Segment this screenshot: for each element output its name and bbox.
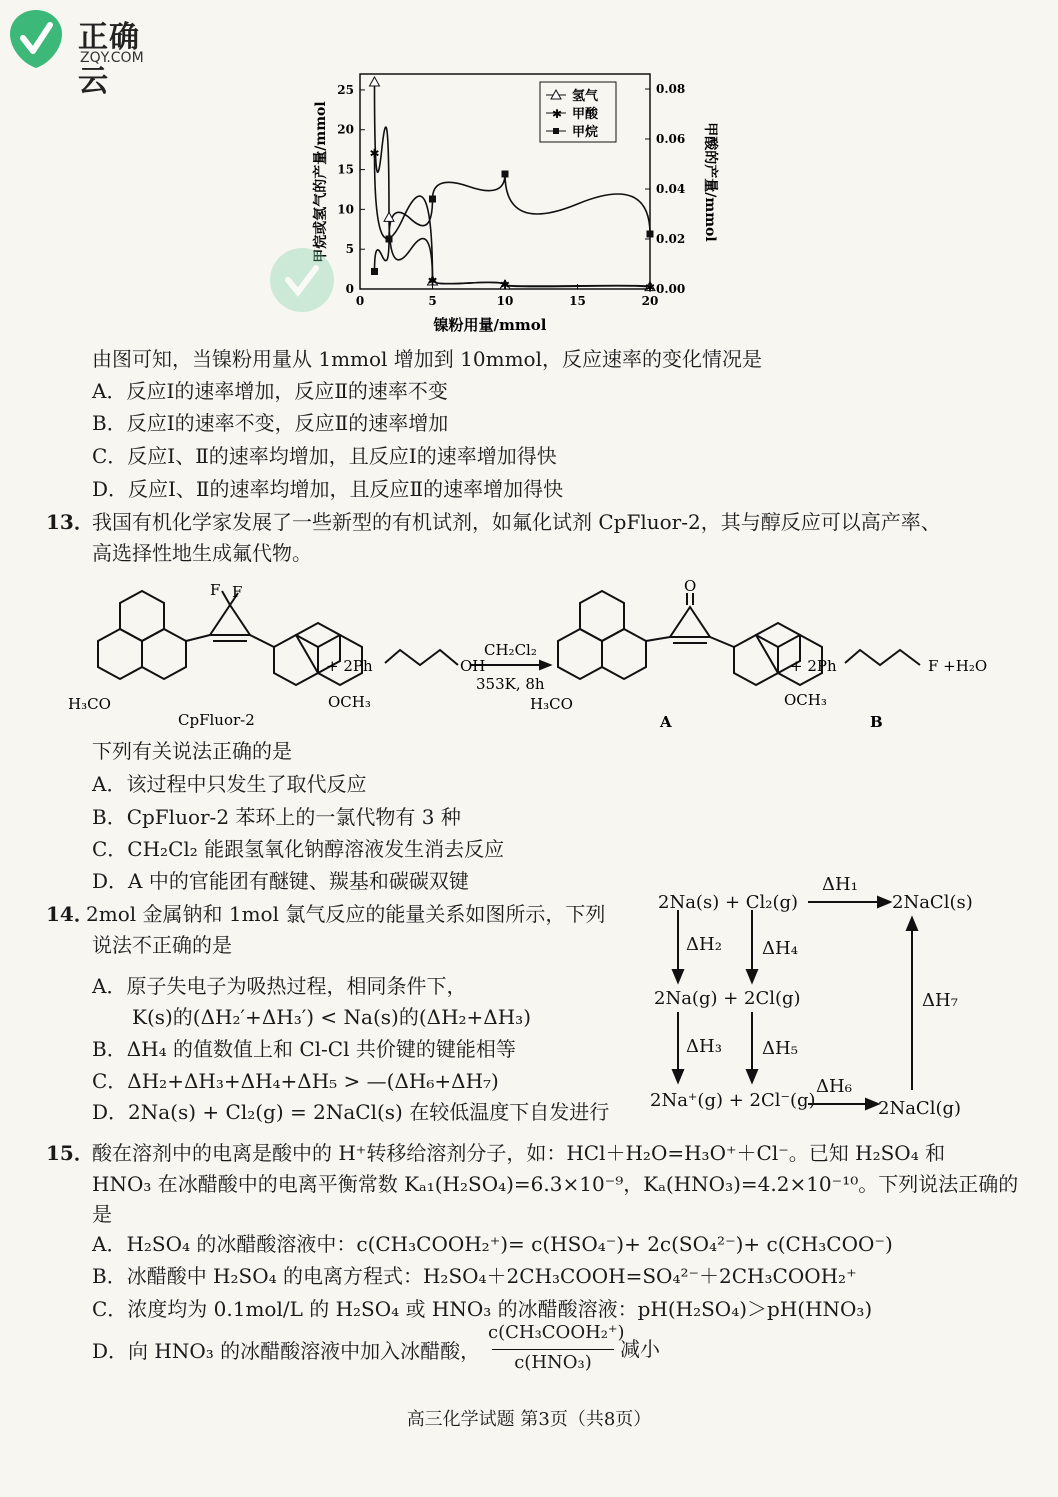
data-point-methane — [502, 171, 509, 178]
legend-hydrogen: 氢气 — [572, 89, 599, 104]
y-right-tick-label: 0.00 — [656, 282, 686, 296]
legend-methane: 甲烷 — [572, 125, 599, 140]
carbonyl-oxygen: O — [684, 577, 697, 595]
hydroxyl-group: OH — [460, 657, 486, 675]
fluorine-2: F — [232, 583, 243, 601]
x-tick-label: 15 — [569, 294, 586, 308]
methoxy-right: OCH₃ — [328, 693, 371, 711]
x-tick-label: 20 — [641, 294, 659, 308]
y-right-tick-label: 0.08 — [656, 82, 686, 96]
state-nacl-solid: 2NaCl(s) — [892, 892, 973, 913]
y-left-tick-label: 0 — [345, 282, 354, 296]
checkmark-cloud-icon — [8, 8, 64, 70]
y-right-label: 甲酸的产量/mmol — [702, 122, 718, 242]
product-a-label: A — [660, 713, 672, 731]
y-left-tick-label: 5 — [345, 242, 354, 257]
chart-legend — [540, 82, 616, 142]
legend-formic-acid: 甲酸 — [572, 107, 599, 122]
q14-option-a-line1: A．原子失电子为吸热过程，相同条件下， — [92, 974, 467, 998]
reaction-conditions: 353K, 8h — [476, 675, 545, 693]
q15-stem-line1: 酸在溶剂中的电离是酸中的 H⁺转移给溶剂分子，如：HCl＋H₂O=H₃O⁺＋Cl⁻。已知 H₂SO₄ 和 — [92, 1141, 946, 1165]
series-line-甲酸 — [375, 154, 651, 288]
q13-number: 13． — [46, 510, 94, 534]
x-axis-label: 镍粉用量/mmol — [433, 316, 547, 334]
q14-option-a-line2: K(s)的(ΔH₂′+ΔH₃′) < Na(s)的(ΔH₂+ΔH₃) — [132, 1005, 531, 1029]
q15-stem-line2: HNO₃ 在冰醋酸中的电离平衡常数 Kₐ₁(H₂SO₄)=6.3×10⁻⁹，Kₐ(HNO₃)=4.2×10⁻¹⁰。下列说法正确的 — [92, 1172, 1019, 1196]
q15-option-d: D．向 HNO₃ 的冰醋酸溶液中加入冰醋酸， — [92, 1339, 481, 1363]
state-nacl-gas: 2NaCl(g) — [878, 1098, 962, 1119]
product-methoxy-right: OCH₃ — [784, 691, 827, 709]
q12-option-d: D．反应Ⅰ、Ⅱ的速率均增加，且反应Ⅱ的速率增加得快 — [92, 477, 564, 501]
fluoride-and-water: F +H₂O — [928, 657, 988, 675]
fluorination-reaction-scheme — [60, 575, 1020, 740]
q15-option-a: A．H₂SO₄ 的冰醋酸溶液中：c(CH₃COOH₂⁺)= c(HSO₄⁻)+ 2c(SO₄²⁻)+ c(CH₃COO⁻) — [92, 1232, 893, 1256]
q14-option-d: D．2Na(s) + Cl₂(g) = 2NaCl(s) 在较低温度下自发进行 — [92, 1100, 610, 1124]
state-gaseous-atoms: 2Na(g) + 2Cl(g) — [654, 988, 801, 1009]
y-left-tick-label: 25 — [337, 82, 354, 97]
q12-option-c: C．反应Ⅰ、Ⅱ的速率均增加，且反应Ⅰ的速率增加得快 — [92, 444, 557, 468]
brand-logo — [8, 6, 158, 99]
q14-stem-line1: 2mol 金属钠和 1mol 氯气反应的能量关系如图所示，下列 — [86, 902, 606, 926]
nickel-yield-chart — [300, 62, 730, 337]
fluorine-1: F — [210, 581, 221, 599]
q13-question: 下列有关说法正确的是 — [92, 739, 292, 763]
enthalpy-h1: ΔH₁ — [822, 874, 858, 895]
q13-option-d: D．A 中的官能团有醚键、羰基和碳碳双键 — [92, 869, 469, 893]
svg-text:✱: ✱ — [552, 107, 563, 121]
state-gaseous-ions: 2Na⁺(g) + 2Cl⁻(g) — [650, 1090, 816, 1111]
q12-stem: 由图可知，当镍粉用量从 1mmol 增加到 10mmol，反应速率的变化情况是 — [92, 347, 762, 371]
q12-option-b: B．反应Ⅰ的速率不变，反应Ⅱ的速率增加 — [92, 411, 449, 435]
data-point-methane — [371, 268, 378, 275]
product-b-coefficient: + 2Ph — [790, 657, 837, 675]
q13-option-c: C．CH₂Cl₂ 能跟氢氧化钠醇溶液发生消去反应 — [92, 837, 505, 861]
product-b-label: B — [870, 713, 883, 731]
fraction-denominator: c(HNO₃) — [514, 1352, 592, 1373]
product-methoxy-left: H₃CO — [530, 695, 573, 713]
q15-number: 15． — [46, 1141, 94, 1165]
q13-option-a: A．该过程中只发生了取代反应 — [92, 772, 367, 796]
series-line-甲烷 — [375, 174, 651, 272]
enthalpy-h3: ΔH₃ — [686, 1036, 722, 1057]
solvent: CH₂Cl₂ — [484, 641, 537, 659]
methoxy-left: H₃CO — [68, 695, 111, 713]
x-tick-label: 5 — [428, 294, 437, 308]
enthalpy-h2: ΔH₂ — [686, 934, 722, 955]
brand-domain: ZQY.COM — [80, 50, 144, 66]
enthalpy-h7: ΔH₇ — [922, 990, 958, 1011]
born-haber-cycle-diagram — [640, 870, 1040, 1130]
q14-number: 14． — [46, 902, 94, 926]
q13-stem-line2: 高选择性地生成氟代物。 — [92, 541, 312, 565]
q13-option-b: B．CpFluor-2 苯环上的一氯代物有 3 种 — [92, 805, 461, 829]
state-reactants: 2Na(s) + Cl₂(g) — [658, 892, 799, 913]
watermark-icon — [262, 240, 342, 320]
page-footer: 高三化学试题 第3页（共8页） — [406, 1409, 652, 1430]
data-point-formic-acid: ✱ — [644, 280, 656, 295]
reagent-name: CpFluor-2 — [178, 711, 255, 729]
data-point-methane — [647, 231, 654, 238]
y-left-tick-label: 20 — [337, 122, 354, 137]
brand-name: 正确云 — [78, 20, 140, 99]
q12-option-a: A．反应Ⅰ的速率增加，反应Ⅱ的速率不变 — [92, 379, 448, 403]
q15-option-d-fraction — [488, 1322, 625, 1378]
y-left-tick-label: 15 — [337, 162, 354, 177]
y-left-tick-label: 10 — [337, 202, 354, 217]
data-point-formic-acid: ✱ — [499, 278, 511, 293]
q14-stem-line2: 说法不正确的是 — [92, 933, 232, 957]
y-left-label: 甲烷或氢气的产量/mmol — [313, 101, 329, 263]
data-point-formic-acid: ✱ — [369, 146, 380, 161]
enthalpy-h4: ΔH₄ — [762, 938, 798, 959]
y-right-tick-label: 0.06 — [656, 132, 686, 146]
q13-stem-line1: 我国有机化学家发展了一些新型的有机试剂，如氟化试剂 CpFluor-2，其与醇反应可以高产率、 — [92, 510, 941, 534]
y-right-tick-label: 0.04 — [656, 182, 686, 196]
x-tick-label: 0 — [355, 294, 365, 308]
q15-option-d-tail: 减小 — [620, 1337, 660, 1361]
q15-option-b: B．冰醋酸中 H₂SO₄ 的电离方程式：H₂SO₄＋2CH₃COOH=SO₄²⁻＋2CH₃COOH₂⁺ — [92, 1264, 857, 1288]
q15-option-c: C．浓度均为 0.1mol/L 的 H₂SO₄ 或 HNO₃ 的冰醋酸溶液：pH(H₂SO₄)＞pH(HNO₃) — [92, 1297, 873, 1321]
data-point-methane — [429, 196, 436, 203]
data-point-hydrogen — [370, 77, 380, 86]
enthalpy-h6: ΔH₆ — [816, 1076, 852, 1097]
data-point-formic-acid: ✱ — [427, 274, 438, 289]
x-tick-label: 10 — [496, 294, 514, 308]
y-right-tick-label: 0.02 — [656, 232, 686, 246]
data-point-methane — [386, 236, 393, 243]
q15-stem-line3: 是 — [92, 1202, 112, 1226]
fraction-bar — [492, 1349, 614, 1350]
q14-option-c: C．ΔH₂+ΔH₃+ΔH₄+ΔH₅ > —(ΔH₆+ΔH₇) — [92, 1069, 499, 1093]
enthalpy-h5: ΔH₅ — [762, 1038, 798, 1059]
alcohol-coefficient: + 2Ph — [326, 657, 373, 675]
fraction-numerator: c(CH₃COOH₂⁺) — [488, 1322, 625, 1343]
q14-option-b: B．ΔH₄ 的值数值上和 Cl-Cl 共价键的键能相等 — [92, 1037, 516, 1061]
